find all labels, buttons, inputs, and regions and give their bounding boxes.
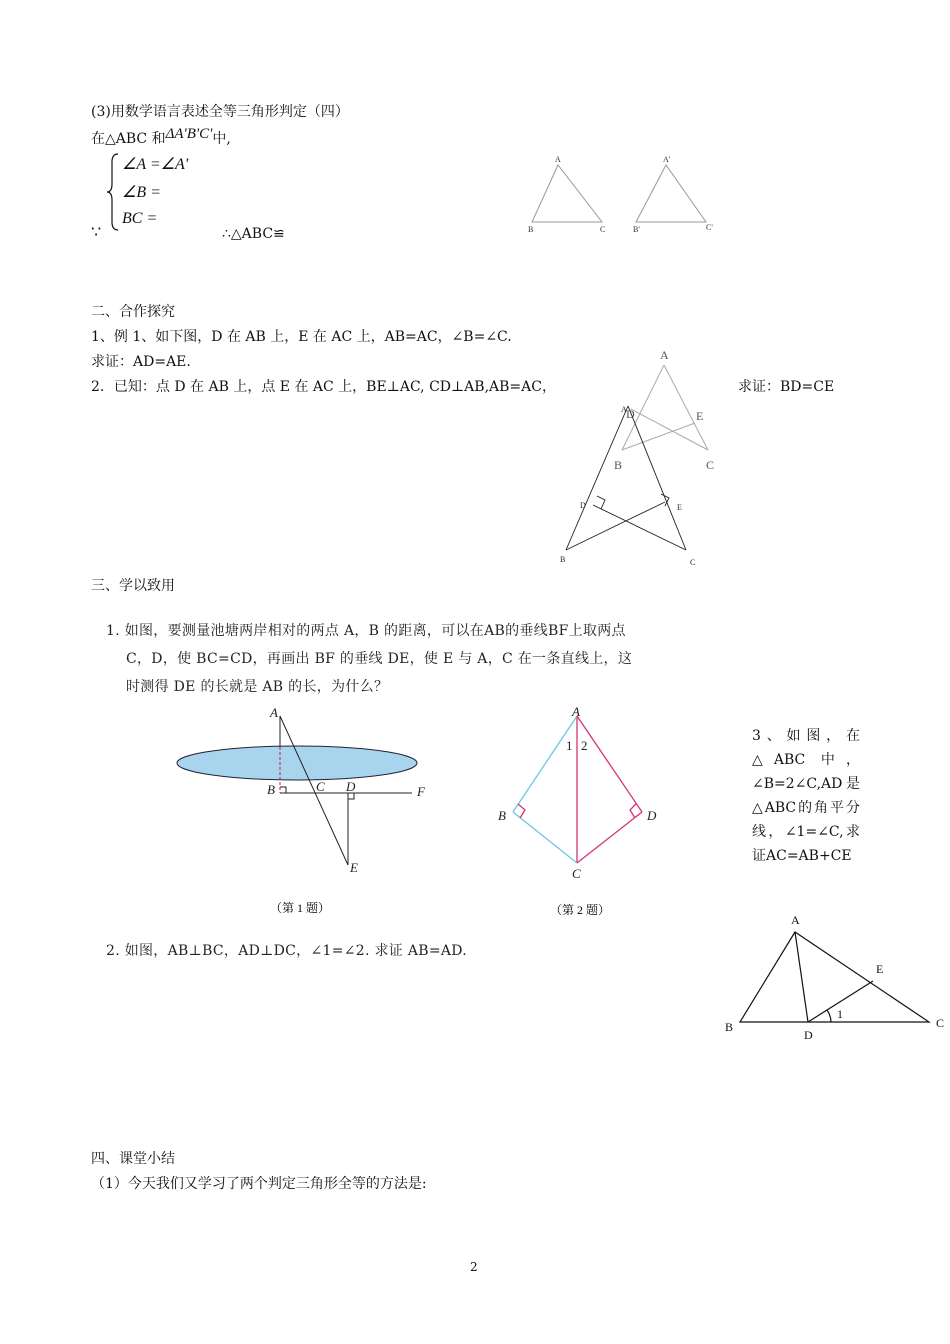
kite-label-d: D [647,808,657,823]
pond-label-f: F [417,784,425,799]
pond-label-c: C [316,779,325,794]
page-number: 2 [470,1260,478,1274]
label-a-prime: A' [663,155,671,164]
ex2-label-d: D [580,501,586,510]
pond-label-e: E [350,860,358,875]
intro-prefix: 在△ABC 和 [91,131,166,147]
example-1-prove: 求证：AD=AE. [91,354,191,370]
q3-label-1: 1 [837,1007,843,1021]
sec3-heading: 三、学以致用 [91,578,175,594]
pond-label-b: B [267,782,275,797]
cond3: BC = [122,210,158,227]
label-c-prime: C' [706,223,713,232]
triangle-abc-prime [636,165,706,222]
sec2-heading: 二、合作探究 [91,304,175,320]
congruent-triangles-figure [520,150,730,240]
therefore-text: ∴△ABC≌ [222,226,285,242]
ex2-label-c: C [690,558,696,567]
problem-1-line-1: 1. 如图，要测量池塘两岸相对的两点 A，B 的距离，可以在AB的垂线BF上取两点 [106,623,626,639]
problem-2: 2. 如图，AB⊥BC，AD⊥DC，∠1=∠2. 求证 AB=AD. [106,943,468,959]
ex1-label-e: E [696,409,704,423]
kite-figure [490,700,670,930]
q3-label-e: E [876,962,884,976]
ex1-label-d: D [626,407,635,421]
intro-math: ΔA'B'C' [165,126,213,142]
intro-suffix: 中, [212,131,231,147]
label-b-prime: B' [633,225,640,234]
problem-1-line-3: 时测得 DE 的长就是 AB 的长，为什么？ [126,679,389,695]
q3-label-c: C [936,1016,945,1030]
example-1: 1、例 1、如下图，D 在 AB 上，E 在 AC 上，AB=AC，∠B=∠C. [91,329,512,345]
sec4-heading: 四、课堂小结 [91,1151,175,1167]
q3-label-d: D [804,1028,813,1040]
kite-label-a: A [572,704,580,719]
kite-label-b: B [498,808,506,823]
kite-label-1: 1 [566,738,573,753]
kite-label-2: 2 [581,738,588,753]
ex1-label-b: B [614,458,623,472]
example-2: 2．已知：点 D 在 AB 上，点 E 在 AC 上，BE⊥AC, CD⊥AB,AB=AC， [91,379,556,395]
ex2-label-b: B [560,555,566,564]
q3-label-a: A [791,913,800,927]
example-2-prove: 求证：BD=CE [738,379,835,395]
sec1-intro [91,126,231,148]
question-3-figure [718,905,950,1040]
ex1-label-c: C [706,458,715,472]
q3-label-b: B [725,1020,734,1034]
cond1: ∠A =∠A' [122,156,189,173]
pond-label-d: D [346,779,356,794]
pond-label-a: A [270,705,278,720]
ex1-label-a: A [660,348,669,362]
cond2: ∠B = [122,184,161,201]
example-2-figure [555,400,715,570]
label-c: C [600,225,606,234]
ex2-label-e: E [677,503,682,512]
problem-1-line-2: C，D，使 BC=CD，再画出 BF 的垂线 DE，使 E 与 A，C 在一条直线上，这 [126,651,633,667]
label-b: B [528,225,534,234]
sec1-title: (3)用数学语言表述全等三角形判定（四） [91,104,349,120]
pond-figure [170,700,440,930]
figure-1-caption: （第 1 题） [270,901,331,915]
figure-2-caption: （第 2 题） [550,903,611,917]
triangle-abc [532,165,602,222]
brace [104,152,124,232]
question-3: 3、如图，在△ABC 中，∠B=2∠C,AD是△ABC的角平分线，∠1=∠C,求证AC=AB+CE [752,728,860,864]
kite-label-c: C [572,866,581,881]
ex2-label-a: A [621,405,627,414]
label-a: A [555,155,561,164]
because-symbol: ∵ [91,222,102,241]
summary-line-1: （1）今天我们又学习了两个判定三角形全等的方法是: [91,1176,427,1192]
